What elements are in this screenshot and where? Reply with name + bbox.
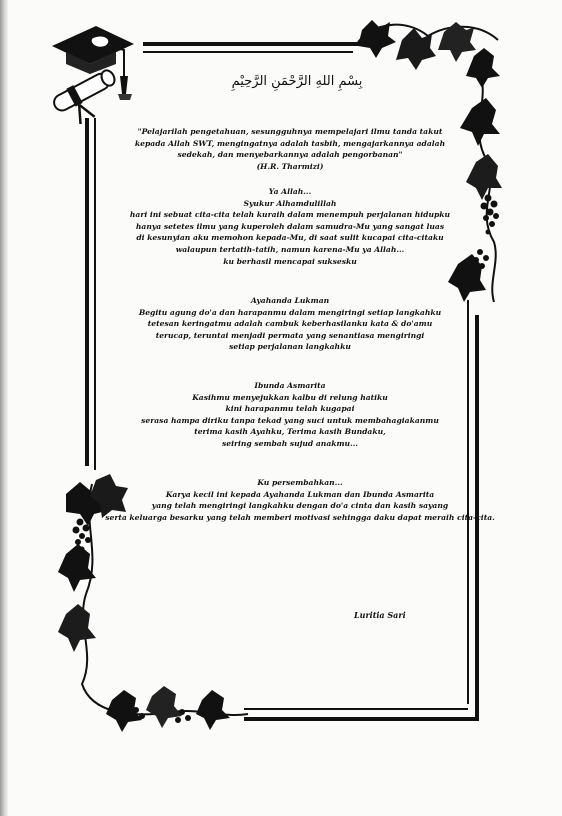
prayer-line: hari ini sebuat cita-cita telah kuraih dalam menempuh perjalanan hidupku [129, 210, 451, 220]
frame-left-rule [85, 118, 89, 466]
father-line: setiap perjalanan langkahku [229, 342, 351, 352]
diploma-scroll-icon [46, 62, 126, 124]
bismillah-heading: بِسْمِ اللهِ الرَّحْمَنِ الرَّحِيْمِ [231, 74, 363, 89]
mother-line: kini harapanmu telah kugapai [225, 404, 355, 414]
father-line: tetesan keringatmu adalah cambuk keberhasilanku kata & do'amu [147, 319, 433, 329]
prayer-line: ku berhasil mencapai suksesku [223, 256, 357, 266]
dedication-heading: Ku persembahkan... [257, 478, 343, 487]
prayer-line: walaupun tertatih-tatih, namun karena-Mu ya Allah... [175, 244, 405, 254]
father-line: terucap, teruntai menjadi permata yang senantiasa mengiringi [155, 330, 425, 340]
dedication-line: Karya kecil ini kepada Ayahanda Lukman dan Ibunda Asmarita [165, 489, 435, 499]
frame-left-rule-thin [94, 118, 96, 470]
prayer-line: hanya setetes ilmu yang kuperoleh dalam samudra-Mu yang sangat luas [135, 221, 445, 231]
frame-bottom-rule-thin [244, 708, 468, 710]
quote-line: kepada Allah SWT, mengingatnya adalah tasbih, mengajarkannya adalah [134, 138, 446, 148]
mother-line: serasa hampa diriku tanpa tekad yang suci untuk membahagiakanmu [141, 415, 439, 425]
mother-block [100, 380, 480, 450]
prayer-line: Syukur Alhamdulillah [243, 198, 337, 208]
prayer-line: Ya Allah... [268, 187, 312, 196]
signature-name: Luritia Sari [354, 610, 406, 620]
dedication-line: yang telah mengiringi langkahku dengan do'a cinta dan kasih sayang [151, 501, 449, 511]
prayer-line: di kesunyian aku memohon kepada-Mu, di saat sulit kucapai cita-citaku [136, 233, 444, 243]
father-block [100, 295, 480, 353]
father-line: Begitu agung do'a dan harapanmu dalam mengiringi setiap langkahku [138, 307, 442, 317]
frame-bottom-rule [244, 717, 479, 721]
quote-source: (H.R. Tharmizi) [256, 161, 324, 171]
quote-block [100, 126, 480, 172]
frame-top-rule-thin [143, 51, 353, 53]
quote-line: sedekah, dan menyebarkannya adalah pengorbanan" [177, 150, 403, 160]
mother-line: terima kasih Ayahku, Terima kasih Bundaku, [194, 427, 386, 437]
quote-line: "Pelajarilah pengetahuan, sesungguhnya mempelajari ilmu tanda takut [137, 127, 443, 136]
mother-line: seiring sembah sujud anakmu... [221, 438, 359, 448]
dedication-block [100, 477, 500, 523]
frame-top-rule [143, 42, 361, 46]
dedication-line: serta keluarga besarku yang telah memberi motivasi sehingga daku dapat meraih cita-cita. [105, 512, 495, 522]
mother-heading: Ibunda Asmarita [254, 381, 326, 390]
scan-edge [0, 0, 8, 816]
father-heading: Ayahanda Lukman [250, 296, 330, 305]
prayer-block [100, 186, 480, 267]
mother-line: Kasihmu menyejukkan kalbu di relung hatiku [192, 392, 388, 402]
